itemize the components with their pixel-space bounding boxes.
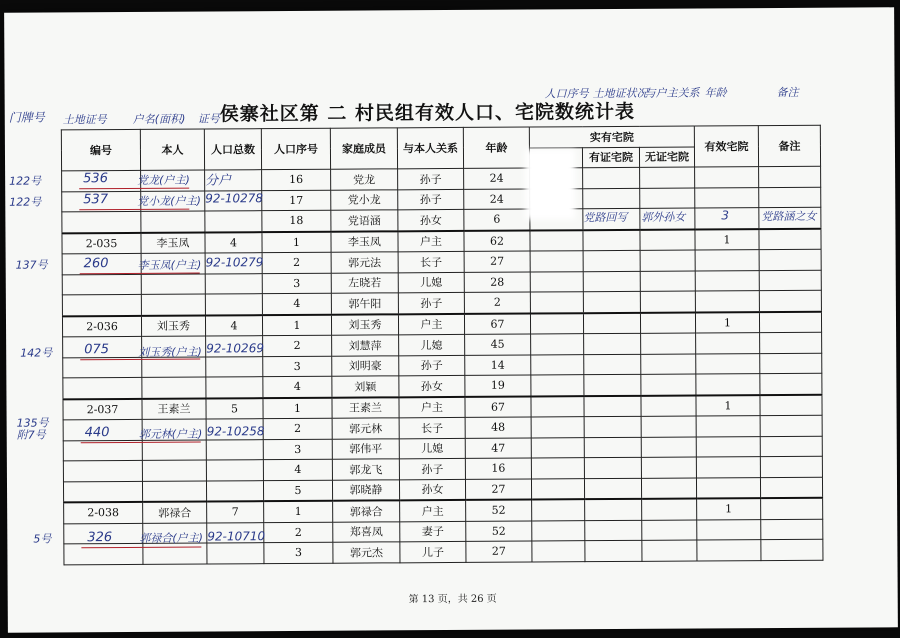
cell-seq: 3 — [263, 439, 332, 460]
cell-rel: 儿媳 — [399, 334, 465, 355]
cell-id — [62, 211, 141, 232]
cell-seq: 3 — [264, 542, 333, 563]
empty-cell — [584, 374, 641, 395]
cell-total — [205, 211, 262, 232]
empty-cell — [640, 250, 695, 271]
cell-seq: 2 — [262, 252, 331, 273]
hw-name-g3: 郭元林(户主) — [138, 427, 203, 441]
empty-cell — [585, 499, 642, 520]
cell-self — [142, 377, 206, 398]
cell-seq: 3 — [262, 273, 331, 294]
empty-cell — [759, 311, 821, 332]
empty-cell — [759, 166, 821, 187]
cell-rel: 孙子 — [399, 355, 465, 376]
cell-valid: 1 — [695, 312, 759, 333]
hw-cert-r2: 92-10278 — [205, 191, 264, 206]
empty-cell — [759, 290, 821, 311]
cell-age: 19 — [465, 375, 531, 396]
cell-self — [141, 294, 205, 315]
cell-total — [206, 377, 263, 398]
cell-seq: 3 — [263, 356, 332, 377]
empty-cell — [584, 395, 641, 416]
hw-door-g2: 142号 — [20, 346, 53, 360]
cell-member: 党语涵 — [331, 210, 398, 231]
hw-door-header: 门牌号 — [8, 110, 45, 125]
cell-seq: 4 — [263, 459, 332, 480]
cell-age: 6 — [464, 209, 530, 230]
empty-cell — [641, 457, 696, 478]
cell-self — [141, 274, 205, 295]
cell-member: 郭元林 — [332, 418, 399, 439]
empty-cell — [532, 499, 585, 520]
hw-top-right-3: 与户主关系 — [644, 86, 700, 100]
hw-name-g1: 李玉凤(户主) — [137, 258, 202, 272]
empty-cell — [584, 354, 641, 375]
hw-top-right-2: 土地证状况 — [592, 86, 648, 101]
empty-cell — [760, 415, 822, 436]
col-cert-header: 有证宅院 — [582, 147, 639, 168]
cell-member: 党小龙 — [331, 189, 398, 210]
empty-cell — [531, 396, 584, 417]
cell-id: 2-037 — [63, 398, 142, 419]
hw-door-g3: 135号 附7号 — [16, 416, 49, 442]
empty-cell — [642, 499, 697, 520]
cell-valid: 1 — [695, 229, 759, 250]
cell-valid — [696, 457, 760, 478]
empty-cell — [760, 477, 822, 498]
hw-num-g2: 075 — [84, 342, 110, 358]
cell-age: 45 — [465, 334, 531, 355]
cell-seq: 17 — [262, 190, 331, 211]
cell-valid — [695, 270, 759, 291]
hw-name-r1: 党龙(户主) — [137, 173, 190, 187]
hw-door-g1: 137号 — [15, 258, 48, 272]
table-body — [62, 166, 823, 564]
document-page — [4, 7, 898, 632]
cell-valid — [695, 250, 759, 271]
cell-age: 24 — [464, 168, 530, 189]
cell-rel: 孙女 — [398, 209, 464, 230]
hw-cert-g3: 92-10258 — [206, 424, 265, 439]
cell-seq: 1 — [263, 397, 332, 418]
empty-cell — [641, 437, 696, 458]
empty-cell — [641, 478, 696, 499]
cell-valid — [695, 187, 759, 208]
hw-yard2-r3: 郭外孙女 — [641, 210, 686, 224]
cell-id — [62, 274, 141, 295]
cell-rel: 孙子 — [398, 292, 464, 313]
cell-rel: 孙子 — [399, 458, 465, 479]
cell-id: 2-038 — [64, 502, 143, 523]
empty-cell — [532, 520, 585, 541]
hw-num-g3: 440 — [84, 425, 110, 441]
cell-seq: 2 — [263, 335, 332, 356]
empty-cell — [760, 353, 822, 374]
cell-rel: 妻子 — [400, 521, 466, 542]
empty-cell — [530, 313, 583, 334]
hw-name-g4: 郭禄合(户主) — [139, 531, 203, 545]
cell-total — [207, 543, 264, 564]
col-self-header: 本人 — [140, 129, 204, 170]
hw-cert-g4: 92-10710 — [207, 529, 266, 544]
cell-seq: 2 — [264, 522, 333, 543]
empty-cell — [583, 250, 640, 271]
cell-total: 4 — [205, 315, 262, 336]
empty-cell — [583, 188, 640, 209]
redaction-patch — [525, 149, 575, 219]
cell-valid — [696, 436, 760, 457]
cell-seq: 4 — [262, 293, 331, 314]
hw-top-right-1: 人口序号 — [544, 87, 589, 101]
cell-rel: 孙子 — [398, 189, 464, 210]
cell-member: 李玉凤 — [331, 231, 398, 252]
hw-top-right-5: 备注 — [776, 85, 799, 100]
cell-member: 郭龙飞 — [332, 459, 399, 480]
cell-seq: 4 — [263, 376, 332, 397]
cell-self: 郭禄合 — [143, 501, 207, 522]
empty-cell — [640, 312, 695, 333]
empty-cell — [760, 456, 822, 477]
empty-cell — [642, 540, 697, 561]
cell-valid — [696, 374, 760, 395]
cell-age: 16 — [465, 458, 531, 479]
empty-cell — [640, 291, 695, 312]
cell-self: 刘玉秀 — [141, 315, 205, 336]
cell-total — [206, 480, 263, 501]
cell-rel: 儿媳 — [399, 438, 465, 459]
empty-cell — [531, 417, 584, 438]
empty-cell — [583, 271, 640, 292]
hw-land-header: 土地证号 — [62, 113, 107, 127]
empty-cell — [641, 395, 696, 416]
cell-id — [63, 377, 142, 398]
col-member-header: 家庭成员 — [330, 128, 397, 169]
empty-cell — [761, 498, 823, 519]
cell-rel: 户主 — [400, 500, 466, 521]
cell-id: 2-035 — [62, 232, 141, 253]
hw-door-r1: 122号 — [9, 174, 42, 188]
hw-cert-header: 证号 — [197, 112, 220, 126]
cell-total — [206, 460, 263, 481]
cell-rel: 户主 — [398, 313, 464, 334]
empty-cell — [641, 354, 696, 375]
cell-valid — [696, 333, 760, 354]
empty-cell — [531, 354, 584, 375]
cell-self — [141, 211, 205, 232]
empty-cell — [530, 271, 583, 292]
hw-valid-r3: 3 — [721, 208, 730, 223]
cell-member: 郭元法 — [331, 252, 398, 273]
cell-self: 李玉凤 — [141, 232, 205, 253]
empty-cell — [584, 333, 641, 354]
cell-age: 52 — [466, 521, 532, 542]
cell-valid — [695, 167, 759, 188]
empty-cell — [760, 436, 822, 457]
cell-seq: 2 — [263, 418, 332, 439]
cell-rel: 儿媳 — [398, 272, 464, 293]
empty-cell — [759, 270, 821, 291]
empty-cell — [531, 375, 584, 396]
empty-cell — [761, 519, 823, 540]
hw-door-r2: 122号 — [9, 195, 42, 209]
cell-age: 27 — [464, 251, 530, 272]
cell-self — [142, 480, 206, 501]
col-valid-header: 有效宅院 — [694, 126, 758, 167]
empty-cell — [642, 520, 697, 541]
hw-num-r2: 537 — [83, 192, 109, 208]
cell-seq: 1 — [264, 501, 333, 522]
cell-self — [142, 460, 206, 481]
cell-rel: 长子 — [398, 251, 464, 272]
cell-age: 14 — [465, 355, 531, 376]
cell-member: 刘明豪 — [332, 355, 399, 376]
cell-rel: 户主 — [399, 396, 465, 417]
empty-cell — [530, 292, 583, 313]
empty-cell — [530, 251, 583, 272]
cell-self: 王素兰 — [142, 398, 206, 419]
cell-valid: 1 — [696, 395, 760, 416]
cell-member: 郑喜凤 — [333, 521, 400, 542]
cell-total — [206, 356, 263, 377]
empty-cell — [531, 478, 584, 499]
cell-age: 67 — [464, 313, 530, 334]
hw-yard-r3: 党路回写 — [583, 210, 628, 225]
cell-id — [63, 460, 142, 481]
empty-cell — [641, 416, 696, 437]
cell-total — [205, 294, 262, 315]
cell-member: 郭禄合 — [333, 500, 400, 521]
cell-rel: 户主 — [398, 230, 464, 251]
empty-cell — [531, 458, 584, 479]
hw-num-r1: 536 — [83, 171, 109, 187]
cell-member: 郭元杰 — [333, 542, 400, 563]
empty-cell — [640, 167, 695, 188]
header-row-1 — [61, 125, 820, 150]
cell-seq: 1 — [262, 314, 331, 335]
page-title: 侯寨社区第 二 村民组有效人口、宅院数统计表 — [219, 100, 636, 126]
empty-cell — [759, 228, 821, 249]
empty-cell — [641, 374, 696, 395]
empty-cell — [585, 520, 642, 541]
hw-cert-g2: 92-10269 — [206, 341, 264, 356]
empty-cell — [584, 416, 641, 437]
cell-total — [206, 439, 263, 460]
cell-id — [63, 481, 142, 502]
cell-member: 左晓若 — [331, 272, 398, 293]
hw-owner-header: 户名(面积) — [132, 112, 186, 126]
empty-cell — [760, 394, 822, 415]
cell-seq: 1 — [262, 231, 331, 252]
col-actual-header: 实有宅院 — [529, 126, 694, 148]
cell-member: 刘颖 — [332, 376, 399, 397]
col-age-header: 年龄 — [463, 127, 529, 168]
empty-cell — [640, 271, 695, 292]
empty-cell — [640, 229, 695, 250]
empty-cell — [584, 457, 641, 478]
empty-cell — [530, 230, 583, 251]
cell-valid — [696, 416, 760, 437]
hw-cert-r1: 分户 — [205, 173, 232, 189]
empty-cell — [759, 249, 821, 270]
empty-cell — [583, 229, 640, 250]
col-note-header: 备注 — [758, 125, 820, 166]
cell-id — [62, 294, 141, 315]
cell-age: 48 — [465, 417, 531, 438]
hw-name-g2: 刘玉秀(户主) — [138, 345, 202, 359]
empty-cell — [531, 334, 584, 355]
cell-age: 47 — [465, 438, 531, 459]
hw-num-g1: 260 — [83, 256, 109, 272]
empty-cell — [532, 541, 585, 562]
hw-name-r2: 党小龙(户主) — [137, 194, 201, 208]
col-total-header: 人口总数 — [204, 129, 261, 170]
col-rel-header: 与本人关系 — [397, 127, 463, 168]
empty-cell — [760, 332, 822, 353]
cell-member: 党龙 — [331, 169, 398, 190]
cell-total — [205, 273, 262, 294]
cell-seq: 16 — [262, 169, 331, 190]
empty-cell — [761, 539, 823, 560]
cell-age: 62 — [464, 230, 530, 251]
empty-cell — [584, 478, 641, 499]
cell-rel: 孙子 — [398, 168, 464, 189]
col-seq-header: 人口序号 — [261, 128, 330, 169]
cell-age: 52 — [466, 500, 532, 521]
cell-member: 刘玉秀 — [331, 314, 398, 335]
hw-top-right-4: 年龄 — [704, 86, 727, 100]
hw-note-r3: 党路涵之女 — [761, 209, 817, 224]
cell-total: 5 — [206, 398, 263, 419]
cell-age: 24 — [464, 189, 530, 210]
cell-valid — [697, 519, 761, 540]
cell-rel: 孙女 — [399, 479, 465, 500]
empty-cell — [531, 437, 584, 458]
cell-total: 4 — [205, 232, 262, 253]
cell-age: 67 — [465, 396, 531, 417]
cell-rel: 儿子 — [400, 541, 466, 562]
page-footer: 第 13 页，共 26 页 — [408, 593, 497, 606]
empty-cell — [760, 373, 822, 394]
hw-cert-g1: 92-10279 — [205, 255, 264, 270]
cell-id: 2-036 — [62, 315, 141, 336]
cell-age: 2 — [464, 292, 530, 313]
empty-cell — [584, 437, 641, 458]
cell-valid — [696, 477, 760, 498]
cell-age: 27 — [465, 479, 531, 500]
empty-cell — [759, 187, 821, 208]
col-id-header: 编号 — [61, 129, 140, 170]
hw-num-g4: 326 — [87, 530, 113, 546]
cell-total: 7 — [207, 501, 264, 522]
cell-seq: 5 — [263, 480, 332, 501]
cell-valid: 1 — [697, 498, 761, 519]
cell-age: 28 — [464, 272, 530, 293]
cell-valid — [696, 353, 760, 374]
col-nocert-header: 无证宅院 — [639, 147, 694, 168]
empty-cell — [583, 291, 640, 312]
cell-member: 刘慧萍 — [332, 335, 399, 356]
empty-cell — [583, 167, 640, 188]
cell-member: 郭伟平 — [332, 438, 399, 459]
empty-cell — [585, 540, 642, 561]
empty-cell — [583, 312, 640, 333]
cell-valid — [697, 540, 761, 561]
empty-cell — [640, 188, 695, 209]
cell-valid — [695, 291, 759, 312]
cell-member: 王素兰 — [332, 397, 399, 418]
cell-seq: 18 — [262, 210, 331, 231]
hw-door-g4: 5号 — [33, 532, 52, 546]
cell-rel: 长子 — [399, 417, 465, 438]
cell-member: 郭午阳 — [331, 293, 398, 314]
empty-cell — [641, 333, 696, 354]
cell-age: 27 — [466, 541, 532, 562]
cell-rel: 孙女 — [399, 375, 465, 396]
cell-member: 郭晓静 — [332, 479, 399, 500]
